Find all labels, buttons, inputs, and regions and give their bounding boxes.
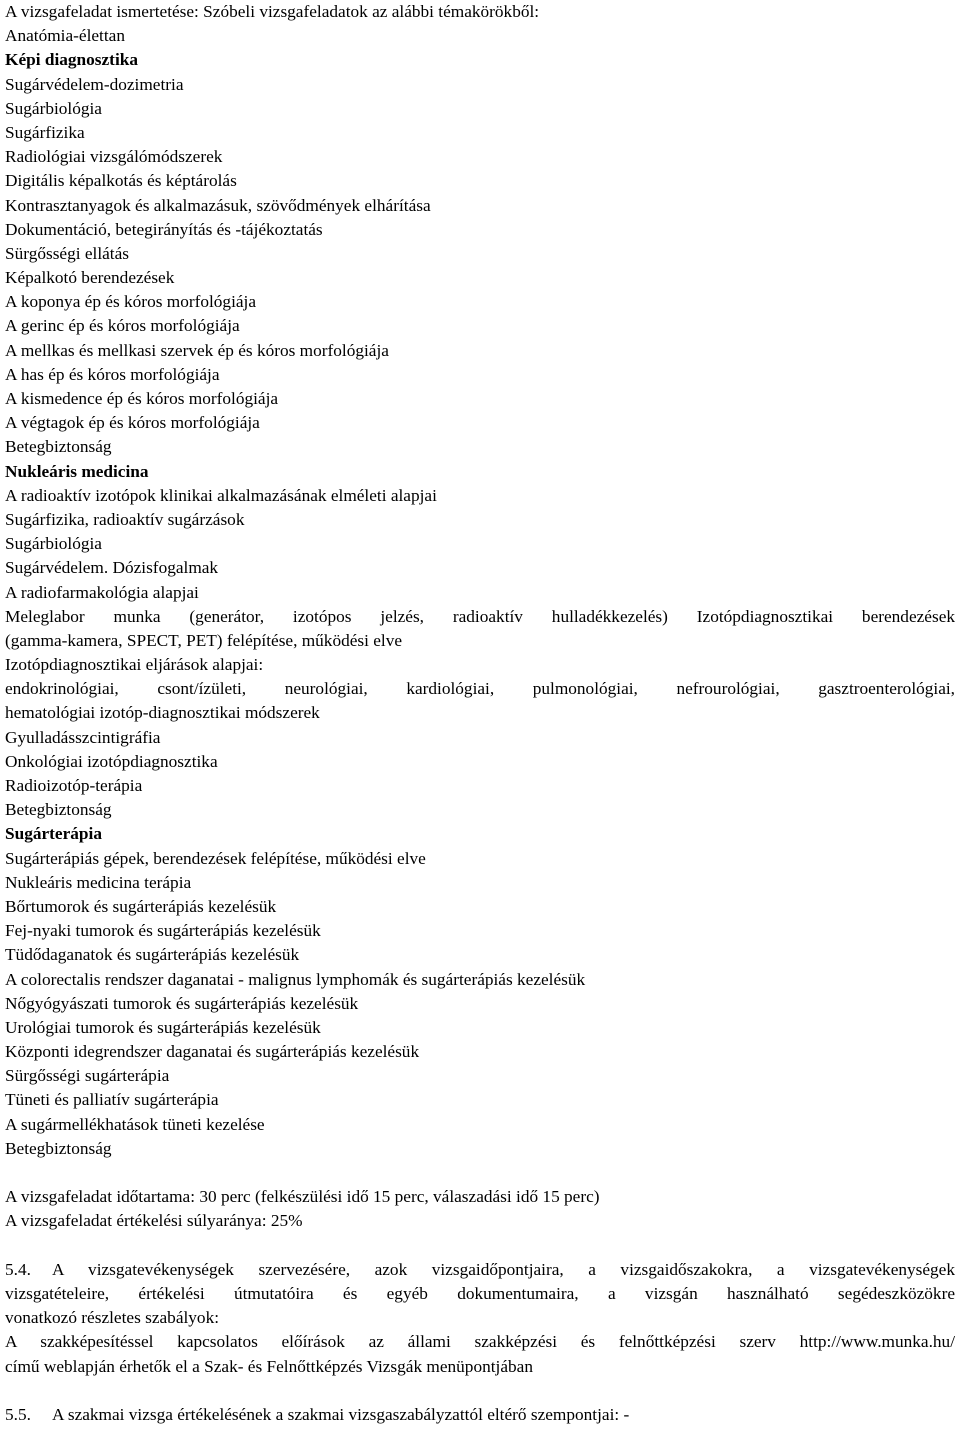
- section-5-4-line4: A szakképesítéssel kapcsolatos előírások az állami szakképzési és felnőttképzési szerv http://www.munka.hu/: [5, 1332, 955, 1352]
- list-item: Kontrasztanyagok és alkalmazásuk, szövődmények elhárítása: [5, 195, 431, 215]
- duration-line: A vizsgafeladat időtartama: 30 perc (felkészülési idő 15 perc, válaszadási idő 15 perc): [5, 1187, 600, 1207]
- section2-topic-list-b: [5, 726, 955, 823]
- section1-topic-list: [5, 73, 955, 460]
- list-item: Betegbiztonság: [5, 437, 112, 457]
- section-5-5-line: [5, 1403, 955, 1427]
- section-5-4-text-line1: A vizsgatevékenységek szervezésére, azok vizsgaidőpontjaira, a vizsgaidőszakokra, a vizsgatevékenységek: [52, 1259, 955, 1279]
- document-page: [5, 0, 955, 1427]
- list-item: Nőgyógyászati tumorok és sugárterápiás kezelésük: [5, 993, 359, 1013]
- list-item: Sugárvédelem-dozimetria: [5, 74, 184, 94]
- list-item: A végtagok ép és kóros morfológiája: [5, 413, 260, 433]
- list-item: Radiológiai vizsgálómódszerek: [5, 147, 223, 167]
- list-item: Sugárvédelem. Dózisfogalmak: [5, 558, 219, 578]
- section2-paragraph2-heading: Izotópdiagnosztikai eljárások alapjai:: [5, 655, 264, 675]
- list-item: Dokumentáció, betegirányítás és -tájékoztatás: [5, 219, 323, 239]
- list-item: Anatómia-élettan: [5, 26, 125, 46]
- section2-paragraph1-line2: (gamma-kamera, SPECT, PET) felépítése, működési elve: [5, 630, 403, 650]
- section-5-5-number: 5.5.: [5, 1404, 31, 1424]
- section-5-4-line2: vizsgatételeire, értékelési útmutatóira és egyéb dokumentumaira, a vizsgán használható segédeszközökre: [5, 1283, 955, 1303]
- section2-paragraph1-line1: Meleglabor munka (generátor, izotópos jelzés, radioaktív hulladékkezelés) Izotópdiagnosztikai berendezések: [5, 606, 955, 626]
- list-item: A gerinc ép és kóros morfológiája: [5, 316, 240, 336]
- intro-line: A vizsgafeladat ismertetése: Szóbeli vizsgafeladatok az alábbi témakörökből:: [5, 2, 540, 21]
- list-item: Onkológiai izotópdiagnosztika: [5, 751, 218, 771]
- list-item: Sugárbiológia: [5, 98, 102, 118]
- list-item: A has ép és kóros morfológiája: [5, 364, 220, 384]
- list-item: A radioaktív izotópok klinikai alkalmazásának elméleti alapjai: [5, 485, 437, 505]
- list-item: Sugárterápiás gépek, berendezések felépítése, működési elve: [5, 848, 426, 868]
- section-title-sugarterapia: Sugárterápia: [5, 824, 102, 844]
- list-item: Központi idegrendszer daganatai és sugárterápiás kezelésük: [5, 1042, 420, 1062]
- list-item: Radioizotóp-terápia: [5, 776, 143, 795]
- list-item: Tüdődaganatok és sugárterápiás kezelésük: [5, 945, 300, 965]
- list-item: A koponya ép és kóros morfológiája: [5, 292, 257, 312]
- section-title-nuklearis-medicina: Nukleáris medicina: [5, 461, 149, 481]
- section2-paragraph2-line2: hematológiai izotóp-diagnosztikai módszerek: [5, 703, 320, 723]
- section1-pre-list: [5, 24, 955, 48]
- list-item: Sugárfizika, radioaktív sugárzások: [5, 509, 245, 529]
- list-item: Sugárbiológia: [5, 534, 102, 554]
- list-item: A colorectalis rendszer daganatai - malignus lymphomák és sugárterápiás kezelésük: [5, 969, 586, 989]
- list-item: Nukleáris medicina terápia: [5, 872, 192, 892]
- list-item: Sugárfizika: [5, 122, 85, 142]
- section3-topic-list: [5, 847, 955, 1161]
- list-item: A sugármellékhatások tüneti kezelése: [5, 1114, 265, 1134]
- list-item: Képalkotó berendezések: [5, 268, 175, 288]
- section2-topic-list-a: [5, 484, 955, 605]
- blank-line: [5, 1234, 955, 1258]
- list-item: A radiofarmakológia alapjai: [5, 582, 199, 602]
- list-item: A kismedence ép és kóros morfológiája: [5, 389, 279, 408]
- list-item: Sürgősségi sugárterápia: [5, 1066, 170, 1086]
- list-item: Digitális képalkotás és képtárolás: [5, 171, 237, 191]
- section-5-4-number: 5.4.: [5, 1259, 31, 1279]
- section-5-4-line5: című weblapján érhetők el a Szak- és Felnőttképzés Vizsgák menüpontjában: [5, 1356, 533, 1376]
- list-item: Betegbiztonság: [5, 800, 112, 820]
- list-item: Sürgősségi ellátás: [5, 243, 129, 263]
- section2-paragraph2-line1: endokrinológiai, csont/ízületi, neurológiai, kardiológiai, pulmonológiai, nefrourológiai, gasztroenterológiai,: [5, 679, 955, 699]
- section-5-5-text: A szakmai vizsga értékelésének a szakmai vizsgaszabályzattól eltérő szempontjai: -: [52, 1404, 630, 1424]
- blank-line: [5, 1161, 955, 1185]
- blank-line: [5, 1379, 955, 1403]
- list-item: Gyulladásszcintigráfia: [5, 727, 161, 747]
- section-5-4-line3: vonatkozó részletes szabályok:: [5, 1308, 220, 1328]
- list-item: A mellkas és mellkasi szervek ép és kóros morfológiája: [5, 340, 389, 360]
- list-item: Urológiai tumorok és sugárterápiás kezelésük: [5, 1017, 321, 1037]
- weight-line: A vizsgafeladat értékelési súlyaránya: 25%: [5, 1211, 303, 1231]
- list-item: Betegbiztonság: [5, 1138, 112, 1158]
- section-title-kepi-diagnosztika: Képi diagnosztika: [5, 50, 138, 70]
- list-item: Fej-nyaki tumorok és sugárterápiás kezelésük: [5, 921, 321, 941]
- section-5-4-line1: [5, 1258, 955, 1282]
- list-item: Bőrtumorok és sugárterápiás kezelésük: [5, 896, 277, 916]
- list-item: Tüneti és palliatív sugárterápia: [5, 1090, 219, 1110]
